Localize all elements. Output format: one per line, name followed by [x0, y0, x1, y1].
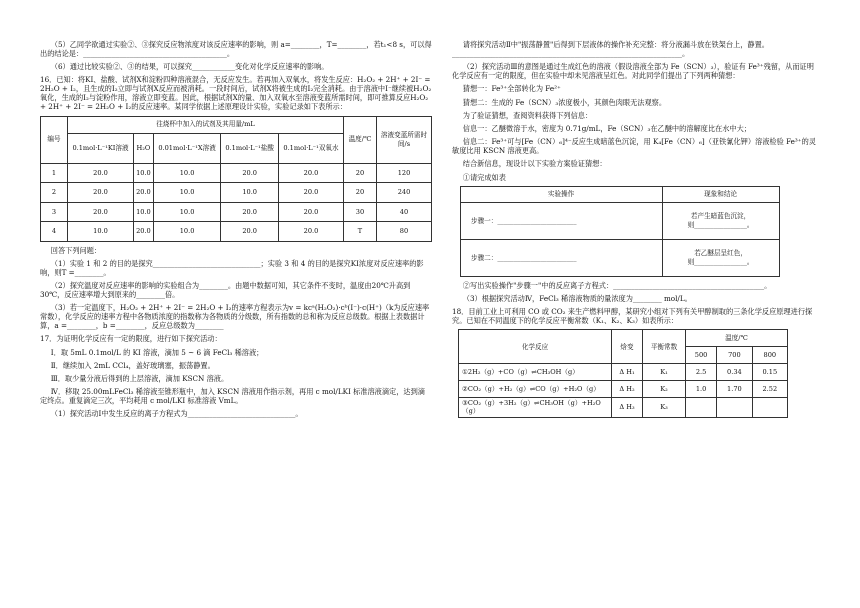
th-number: 编号	[41, 116, 68, 163]
th-constant: 平衡常数	[643, 330, 686, 364]
guess2-text: 猜想二：生成的 Fe（SCN）₃浓度极小，其颜色肉眼无法观察。	[462, 97, 667, 107]
table-cell: 10.0	[153, 183, 221, 203]
table-cell: 1	[41, 163, 68, 183]
th-x: 0.01mol·L⁻¹X溶液	[153, 133, 221, 163]
table-cell: 20.0	[221, 222, 279, 242]
table-cell: ①2H₂（g）+CO（g）⇌CH₃OH（g）	[459, 364, 612, 381]
q5-text: （5）乙同学欲通过实验②、③探究反应物浓度对该反应速率的影响，则 a=________，T=________，若t₁<8 s，可以得出的结论是：________________________________________。	[40, 40, 432, 58]
th-temp-value: 500	[686, 347, 717, 364]
th-water: H₂O	[134, 133, 154, 163]
table-row	[459, 398, 788, 417]
r1-text: 请将探究活动Ⅱ中"振荡静置"后得到下层液体的操作补充完整：将分液漏斗放在铁架台上，静置。________________________________________________________________。	[452, 40, 769, 58]
table-cell: 20.0	[278, 183, 343, 203]
table-cell: K₃	[643, 398, 686, 417]
table-cell: 10.0	[153, 202, 221, 222]
w2-text: ②写出实验操作"步骤一"中的反应离子方程式：__________________________________________。	[462, 280, 772, 290]
step2-res-a: 若乙醚层呈红色，	[694, 249, 747, 258]
step1-res-b: 则________________。	[687, 220, 754, 229]
th-reagents: 往烧杯中加入的试剂及其用量/mL	[68, 116, 344, 133]
table-cell	[686, 398, 717, 417]
guess3-text: 为了验证猜想，查阅资料获得下列信息：	[462, 110, 593, 120]
th-temperature: 温度/℃	[344, 116, 377, 163]
a2-text: （2）探究温度对反应速率的影响的实验组合为________。由题中数据可知，其它条件不变时，温度由20℃升高到30℃，反应速率增大到原来的________倍。	[40, 280, 411, 299]
table-cell: 20.0	[68, 202, 134, 222]
th-hcl: 0.1mol·L⁻¹盐酸	[221, 133, 279, 163]
table-cell: 10.0	[134, 163, 154, 183]
table-cell: 2	[41, 183, 68, 203]
table-row	[459, 381, 788, 398]
info1-text: 信息一：乙醚微溶于水，密度为 0.71g/mL，Fe（SCN）₃在乙醚中的溶解度比在水中大；	[462, 123, 751, 133]
a3-text: （3）若一定温度下，H₂O₂ + 2H⁺ + 2I⁻ = 2H₂O + I₂的速率方程表示为v = kcᵃ(H₂O₂)·cᵇ(I⁻)·c(H⁺)（k为反应速率常数），化学反应的速率方程中各物质浓度的指数称为各物质的分级数，所有指数的总和称为反应总级数。根据上表数据计算，a =________，b =________，反应总级数为________	[40, 303, 430, 331]
table-cell: 10.0	[153, 163, 221, 183]
table-cell: 80	[377, 222, 432, 242]
right-column	[452, 40, 820, 418]
step2-op: 步骤二：________________________	[461, 239, 663, 276]
table-cell: T	[344, 222, 377, 242]
table-cell: 20.0	[221, 202, 279, 222]
table-cell	[752, 398, 787, 417]
table-row	[459, 364, 788, 381]
table-cell: 10.0	[68, 222, 134, 242]
table-cell: 20.0	[68, 163, 134, 183]
table-cell: Δ H₂	[612, 381, 643, 398]
th-reaction: 化学反应	[459, 330, 612, 364]
step4-text: Ⅳ．移取 25.00mLFeCl₃ 稀溶液至锥形瓶中，加入 KSCN 溶液用作指示剂，再用 c mol/LKI 标准溶液滴定，达到滴定终点。重复滴定三次，平均耗用 c mol/LKI 标准溶液 VmL。	[40, 387, 425, 406]
table-cell: 40	[377, 202, 432, 222]
table-cell: K₁	[643, 364, 686, 381]
table-cell: 2.5	[686, 364, 717, 381]
table-cell: 30	[344, 202, 377, 222]
step3-text: Ⅲ．取少量分液后得到的上层溶液，滴加 KSCN 溶液。	[50, 373, 229, 383]
table-row	[41, 163, 432, 183]
step5-text: （1）探究活动Ⅰ中发生反应的离子方程式为______________________________。	[50, 409, 303, 419]
th-enthalpy: 焓变	[612, 330, 643, 364]
info3-text: 结合新信息，现设计以下实验方案验证猜想：	[462, 159, 607, 169]
th-operation: 实验操作	[461, 186, 663, 202]
equilibrium-table	[458, 329, 788, 417]
table-row	[41, 202, 432, 222]
table-cell: 20.0	[221, 163, 279, 183]
table-cell: 20	[344, 183, 377, 203]
table-cell: 20	[344, 163, 377, 183]
table-cell: 4	[41, 222, 68, 242]
table-cell: Δ H₁	[612, 364, 643, 381]
answer-intro: 回答下列问题：	[50, 245, 102, 255]
th-temp-value: 800	[752, 347, 787, 364]
q18-text: 18．目前工业上可利用 CO 或 CO₂ 来生产燃料甲醇，某研究小组对下列有关甲醇制取的三条化学反应原理进行探究。已知在不同温度下的化学反应平衡常数（K₁、K₂、K₃）如表所示：	[452, 307, 813, 326]
table-cell: K₂	[643, 381, 686, 398]
table-cell: 1.70	[717, 381, 752, 398]
fill-table-text: ①请完成如表	[462, 172, 506, 182]
table-cell: Δ H₃	[612, 398, 643, 417]
a1-text: （1）实验 1 和 2 的目的是探究______________________________；实验 3 和 4 的目的是探究KI浓度对反应速率的影响，则T =________。	[40, 258, 424, 277]
table-cell: 1.0	[686, 381, 717, 398]
th-result: 现象和结论	[663, 186, 780, 202]
q16-text: 16．已知：将KI、盐酸、试剂X和淀粉四种溶液混合，无反应发生。若再加入双氧水，将发生反应：H₂O₂ + 2H⁺ + 2I⁻ = 2H₂O + I₂，且生成的I₂立即与试剂X反应而被消耗。一段时间后，试剂X将被生成的I₂完全消耗。由于溶液中I⁻继续被H₂O₂氧化，生成的I₂与淀粉作用，溶液立即变蓝。因此，根据试剂X的量、加入双氧水至溶液变蓝所需时间，即可推算反应H₂O₂ + 2H⁺ + 2I⁻ = 2H₂O + I₂的反应速率。某同学依据上述原理设计实验，实验记录如下表所示：	[40, 75, 432, 112]
table-cell: 20.0	[278, 222, 343, 242]
th-time: 溶液变蓝所需时间/s	[377, 116, 432, 163]
table-cell: ②CO₂（g）+H₂（g）⇌CO（g）+H₂O（g）	[459, 381, 612, 398]
table-cell: 20.0	[134, 222, 154, 242]
table-cell: ③CO₂（g）+3H₂（g）⇌CH₃OH（g）+H₂O（g）	[459, 398, 612, 417]
table-row	[41, 222, 432, 242]
table-cell: 20.0	[278, 163, 343, 183]
step2-res-b: 则________________。	[687, 257, 754, 266]
table-cell: 20.0	[278, 202, 343, 222]
table-cell: 240	[377, 183, 432, 203]
r2-text: （2）探究活动Ⅲ的意图是通过生成红色的溶液（假设溶液全部为 Fe（SCN）₃），验证有 Fe³⁺残留，从而证明化学反应有一定的限度，但在实验中却未见溶液呈红色。对此同学们提出了下列两种猜想：	[452, 62, 814, 81]
table-cell	[717, 398, 752, 417]
table-cell: 0.34	[717, 364, 752, 381]
table-cell: 10.0	[221, 183, 279, 203]
experiment-table	[40, 116, 432, 242]
q6-text: （6）通过比较实验②、③的结果，可以探究____________变化对化学反应速率的影响。	[50, 62, 329, 72]
left-column	[40, 40, 432, 422]
table-cell: 2.52	[752, 381, 787, 398]
table-cell: 0.15	[752, 364, 787, 381]
table-row	[41, 183, 432, 203]
guess1-text: 猜想一：Fe³⁺全部转化为 Fe²⁺	[462, 84, 561, 94]
step1-res-a: 若产生暗蓝色沉淀，	[690, 212, 751, 221]
r3-text: （3）根据探究活动Ⅳ，FeCl₃ 稀溶液物质的量浓度为________ mol/L。	[462, 293, 692, 303]
table-cell: 10.0	[153, 222, 221, 242]
info2-text: 信息二：Fe³⁺可与[Fe（CN）₆]⁴⁻反应生成暗蓝色沉淀，用 K₄[Fe（CN）₆]（亚铁氰化钾）溶液检验 Fe³⁺的灵敏度比用 KSCN 溶液更高。	[452, 137, 816, 156]
table-cell: 20.0	[68, 183, 134, 203]
q17-text: 17．为证明化学反应有一定的限度，进行如下探究活动：	[40, 334, 222, 344]
th-h2o2: 0.1mol·L⁻¹双氧水	[278, 133, 343, 163]
th-ki: 0.1mol·L⁻¹KI溶液	[68, 133, 134, 163]
step1-text: Ⅰ．取 5mL 0.1mol/L 的 KI 溶液，滴加 5 ~ 6 滴 FeCl₃ 稀溶液；	[50, 347, 264, 357]
verify-table	[460, 186, 780, 277]
th-temp: 温度/℃	[686, 330, 788, 347]
table-cell: 20.0	[134, 183, 154, 203]
step2-text: Ⅱ．继续加入 2mL CCl₄，盖好玻璃塞，振荡静置。	[50, 360, 215, 370]
th-temp-value: 700	[717, 347, 752, 364]
table-cell: 120	[377, 163, 432, 183]
table-cell: 3	[41, 202, 68, 222]
table-cell: 10.0	[134, 202, 154, 222]
step1-op: 步骤一：________________________	[461, 202, 663, 239]
